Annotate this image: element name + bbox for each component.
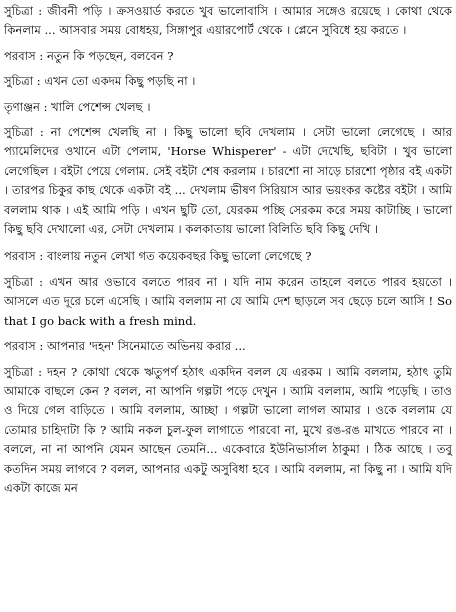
paragraph-parabaas-question-new-reading: পরবাস : নতুন কি পড়ছেন, বলবেন ? (4, 48, 174, 63)
paragraph-suchitra-films-books: সুচিত্রা : না পেশেন্স খেলছি না । কিছু ভালো ছবি দেখলাম । সেটা ভালো লেগেছে । আর প্যামেলিদের ওখানে এটা পেলাম, 'Horse Whisperer' - এটা দেখেছি, ছবিটা । খুব ভালো লেগেছিল । বইটা পেয়ে গেলাম. সেই বইটা শেষ করলাম । চারশো না সাড়ে চারশো পৃষ্ঠার বই একটা । তারপর চিকুর কাছ থেকে একটা বই ... দেখলাম ভীষণ সিরিয়াস আর ভয়ংকর কষ্টের বইটা । আমি বললাম থাক । এই আমি পড়ি । এখন ছুটি তো, যেরকম পচ্ছি সেরকম করে সময় কাটাচ্ছি । ভালো কিছু ছবি দেখালো এর, সেটা দেখলাম । কলকাতায় ভালো বিলিতি ছবি কিছু দেখি । (4, 125, 452, 237)
paragraph-parabaas-question-bengali-writing: পরবাস : বাংলায় নতুন লেখা গত কয়েকবছর কিছু ভালো লেগেছে ? (4, 249, 312, 264)
paragraph-parabaas-question-dahan: পরবাস : আপনার 'দহন' সিনেমাতে অভিনয় করার ... (4, 339, 246, 354)
paragraph-suchitra-dahan: সুচিত্রা : দহন ? কোথা থেকে ঋতুপর্ণ হঠাৎ একদিন বলল যে এরকম । আমি বললাম, হঠাৎ তুমি আমাকে বাছলে কেন ? বলল, না আপনি গল্পটা পড়ে দেখুন । আমি বললাম, আমি পড়েছি । তাও ও দিয়ে গেল বাড়িতে । আমি বললাম, আচ্ছা । গল্পটা ভালো লাগল আমার । ওকে বললাম যে তোমার চাহিদাটা কি ? আমি নকল চুল-ফুল লাগাতে পারবো না, মুখে রঙ-রঙ মাখতে পারবে না । বললে, না না আপনি যেমন আছেন তেমনি... একেবারে ইউনিভার্সাল ঠাকুমা । ঠিক আছে । তবু কতদিন সময় লাগবে ? বলল, আপনার একটু অসুবিধা হবে । আমি বললাম, না কিছু না । আমি যদি একটা কাজে মন (4, 364, 452, 495)
paragraph-trinanjan-patience: তৃণাঞ্জন : খালি পেশেন্স খেলছ । (4, 99, 151, 114)
paragraph-suchitra-not-reading: সুচিত্রা : এখন তো একদম কিছু পড়ছি না । (4, 74, 196, 89)
paragraph-suchitra-reading: সুচিত্রা : জীবনী পড়ি । ক্রসওয়ার্ড করতে খুব ভালোবাসি । আমার সঙ্গেও রয়েছে । কোথা থেকে কিনলাম ... আসবার সময় বোধহয়, সিঙ্গাপুর এয়ারপোর্ট থেকে । প্লেনে সুবিধে হয় করতে । (4, 4, 452, 38)
paragraph-suchitra-fresh-mind: সুচিত্রা : এখন আর ওভাবে বলতে পারব না । যদি নাম করেন তাহলে বলতে পারব হয়তো । আসলে এত দূরে চলে এসেছি । আমি বললাম না যে আমি দেশ ছাড়লে সব ছেড়ে চলে আসি ! So that I go back with a fresh mind. (4, 274, 452, 328)
